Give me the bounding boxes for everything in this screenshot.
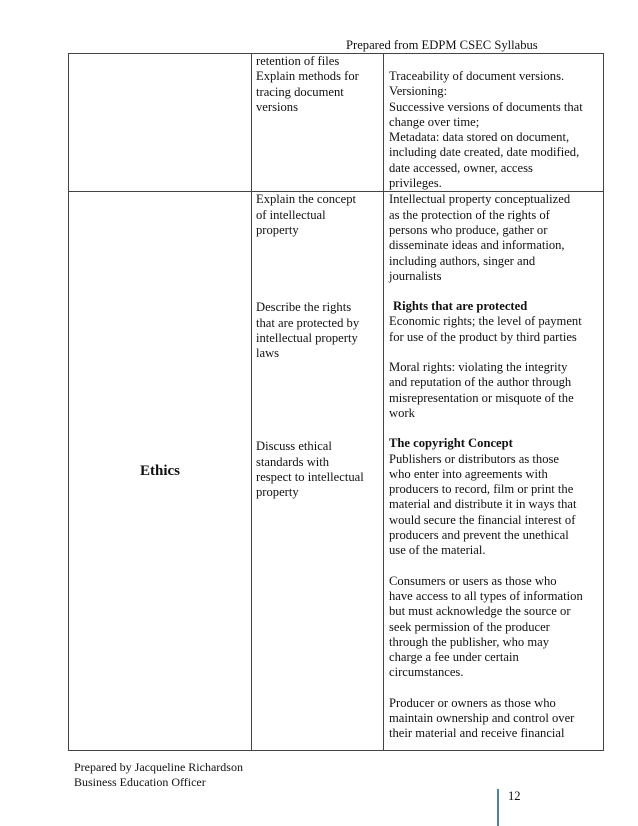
text-line: persons who produce, gather or	[389, 222, 548, 237]
text-line: producers and prevent the unethical	[389, 528, 569, 543]
text-line: including authors, singer and	[389, 253, 536, 268]
text-line: maintain ownership and control over	[389, 710, 575, 725]
economic-rights	[389, 314, 600, 345]
objective-2	[256, 300, 380, 361]
syllabus-table	[68, 53, 604, 751]
text-line: material and distribute it in ways that	[389, 497, 577, 512]
text-line: date accessed, owner, access	[389, 160, 533, 175]
publishers-text	[389, 452, 600, 559]
footer	[74, 760, 243, 789]
text-line: disseminate ideas and information,	[389, 238, 565, 253]
content-block	[389, 69, 600, 191]
text-line: property	[256, 485, 299, 500]
text-line: producers to record, film or print the	[389, 482, 574, 497]
text-line: standards with	[256, 454, 330, 469]
moral-rights	[389, 360, 600, 421]
topic-cell: Ethics	[69, 192, 252, 751]
text-line: including date created, date modified,	[389, 145, 580, 160]
content-cell	[384, 192, 604, 751]
objective-1	[256, 192, 380, 238]
text-line: that are protected by	[256, 315, 360, 330]
text-line: property	[256, 222, 299, 237]
objectives-cell	[252, 192, 384, 751]
text-line: versions	[256, 99, 298, 114]
text-line: privileges.	[389, 176, 442, 191]
text-line: and reputation of the author through	[389, 375, 572, 390]
footer-author: Prepared by Jacqueline Richardson	[74, 760, 243, 774]
consumers-text	[389, 574, 600, 681]
text-line: for use of the product by third parties	[389, 329, 577, 344]
text-line: respect to intellectual	[256, 470, 364, 485]
text-line: Versioning:	[389, 84, 448, 99]
text-line: work	[389, 405, 415, 420]
text-line: Successive versions of documents that	[389, 99, 583, 114]
page-number: 12	[508, 789, 521, 803]
text-line: Intellectual property conceptualized	[389, 192, 571, 207]
text-line: seek permission of the producer	[389, 619, 550, 634]
text-line: would secure the financial interest of	[389, 512, 576, 527]
text-line: Describe the rights	[256, 300, 352, 315]
text-line: misrepresentation or misquote of the	[389, 390, 574, 405]
text-line: Explain methods for	[256, 69, 359, 84]
page-number-bar	[497, 789, 499, 826]
text-line: Traceability of document versions.	[389, 69, 565, 83]
text-line: change over time;	[389, 114, 480, 129]
text-line: circumstances.	[389, 665, 464, 680]
objectives-block	[256, 54, 380, 115]
copyright-heading: The copyright Concept	[389, 436, 513, 451]
text-line: Publishers or distributors as those	[389, 451, 560, 466]
text-line: but must acknowledge the source or	[389, 604, 571, 619]
text-line: Moral rights: violating the integrity	[389, 360, 568, 375]
page-header: Prepared from EDPM CSEC Syllabus	[346, 38, 538, 52]
table-row	[69, 54, 604, 192]
text-line: use of the material.	[389, 543, 486, 558]
text-line: Discuss ethical	[256, 439, 332, 454]
topic-cell-empty	[69, 54, 252, 192]
footer-title: Business Education Officer	[74, 774, 206, 789]
text-line: as the protection of the rights of	[389, 207, 550, 222]
text-line: charge a fee under certain	[389, 650, 519, 665]
text-line: Producer or owners as those who	[389, 695, 556, 710]
text-line: have access to all types of information	[389, 588, 583, 603]
text-line: laws	[256, 346, 280, 361]
text-line: Economic rights; the level of payment	[389, 314, 582, 329]
text-line: Consumers or users as those who	[389, 573, 557, 588]
producers-text	[389, 696, 600, 742]
objectives-cell	[252, 54, 384, 192]
text-line: through the publisher, who may	[389, 634, 550, 649]
text-line: their material and receive financial	[389, 726, 565, 741]
ip-definition	[389, 192, 600, 284]
text-line: of intellectual	[256, 207, 326, 222]
text-line: retention of files	[256, 54, 340, 68]
text-line: Explain the concept	[256, 192, 357, 207]
text-line: tracing document	[256, 84, 344, 99]
text-line: who enter into agreements with	[389, 466, 548, 481]
text-line: journalists	[389, 268, 442, 283]
content-cell	[384, 54, 604, 192]
table-row	[69, 192, 604, 751]
text-line: Metadata: data stored on document,	[389, 130, 570, 145]
text-line: intellectual property	[256, 330, 358, 345]
rights-heading: Rights that are protected	[393, 299, 528, 314]
objective-3	[256, 439, 380, 500]
